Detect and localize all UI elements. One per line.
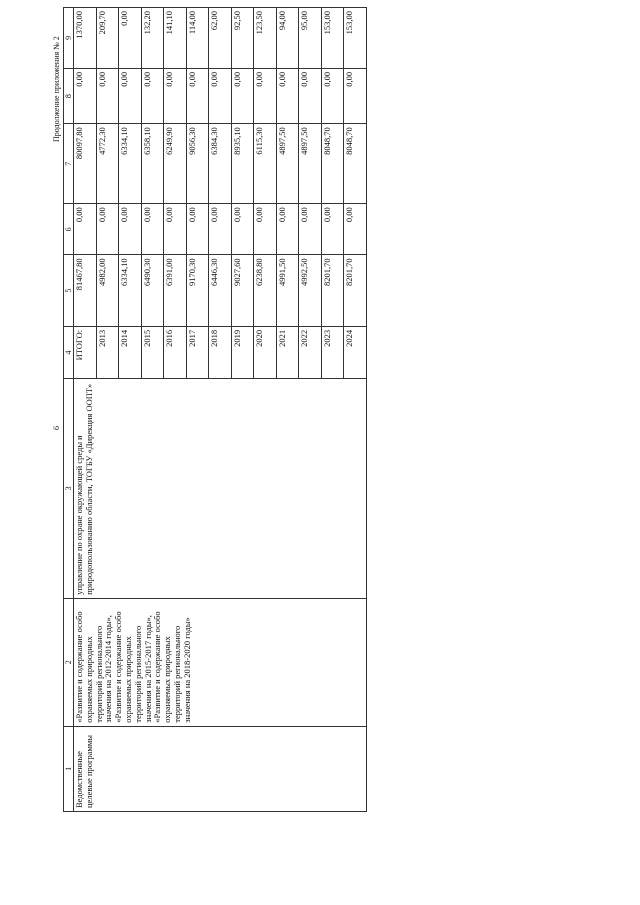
year-cell: 2014 xyxy=(119,326,142,378)
extra-budget-cell: 141,10 xyxy=(164,8,187,69)
federal-cell: 0,00 xyxy=(254,204,277,255)
total-cell: 4982,00 xyxy=(96,255,119,326)
continuation-note: Продолжение приложения № 2 xyxy=(52,36,61,142)
extra-budget-cell: 132,20 xyxy=(141,8,164,69)
year-cell: 2023 xyxy=(321,326,344,378)
federal-cell: 0,00 xyxy=(321,204,344,255)
page-number: 6 xyxy=(52,426,61,430)
extra-budget-cell: 153,00 xyxy=(344,8,367,69)
year-cell: 2020 xyxy=(254,326,277,378)
col-num-5: 5 xyxy=(64,255,74,326)
column-number-row xyxy=(64,8,74,812)
total-cell: 6490,30 xyxy=(141,255,164,326)
extra-budget-cell: 209,70 xyxy=(96,8,119,69)
federal-cell: 0,00 xyxy=(276,204,299,255)
regional-cell: 6249,90 xyxy=(164,124,187,204)
federal-cell: 0,00 xyxy=(164,204,187,255)
year-cell: 2013 xyxy=(96,326,119,378)
extra-budget-cell: 94,00 xyxy=(276,8,299,69)
year-cell: 2021 xyxy=(276,326,299,378)
regional-cell: 4897,50 xyxy=(299,124,322,204)
col-num-2: 2 xyxy=(64,598,74,726)
regional-cell: 80097,80 xyxy=(74,124,97,204)
total-cell: 8201,70 xyxy=(321,255,344,326)
total-cell: 4991,50 xyxy=(276,255,299,326)
regional-cell: 6334,10 xyxy=(119,124,142,204)
local-cell: 0,00 xyxy=(321,68,344,123)
local-cell: 0,00 xyxy=(186,68,209,123)
col-num-1: 1 xyxy=(64,726,74,811)
extra-budget-cell: 1370,00 xyxy=(74,8,97,69)
federal-cell: 0,00 xyxy=(209,204,232,255)
program-type-cell: Ведомственные целевые программы xyxy=(74,726,367,811)
total-cell: 8201,70 xyxy=(344,255,367,326)
extra-budget-cell: 0,00 xyxy=(119,8,142,69)
year-cell: 2017 xyxy=(186,326,209,378)
year-cell: 2018 xyxy=(209,326,232,378)
col-num-4: 4 xyxy=(64,326,74,378)
local-cell: 0,00 xyxy=(164,68,187,123)
total-cell: 6446,30 xyxy=(209,255,232,326)
year-cell: 2024 xyxy=(344,326,367,378)
program-table xyxy=(63,7,367,812)
regional-cell: 8048,70 xyxy=(344,124,367,204)
local-cell: 0,00 xyxy=(119,68,142,123)
local-cell: 0,00 xyxy=(96,68,119,123)
program-names-cell: «Развитие и содержание особо охраняемых природных территорий регионального значения на 2012-2014 годы», «Развитие и содержание особо охраняемых природных территорий регионального значения на 2015-2017 годы», «Развитие и содержание особо охраняемых природных территорий регионального значения на 2018-2020 годы» xyxy=(74,598,367,726)
col-num-8: 8 xyxy=(64,68,74,123)
extra-budget-cell: 62,00 xyxy=(209,8,232,69)
year-cell: 2016 xyxy=(164,326,187,378)
local-cell: 0,00 xyxy=(276,68,299,123)
year-cell: 2022 xyxy=(299,326,322,378)
extra-budget-cell: 92,50 xyxy=(231,8,254,69)
regional-cell: 6115,30 xyxy=(254,124,277,204)
total-cell: 9027,60 xyxy=(231,255,254,326)
local-cell: 0,00 xyxy=(254,68,277,123)
extra-budget-cell: 95,00 xyxy=(299,8,322,69)
total-cell: 9170,30 xyxy=(186,255,209,326)
extra-budget-cell: 153,00 xyxy=(321,8,344,69)
federal-cell: 0,00 xyxy=(119,204,142,255)
col-num-7: 7 xyxy=(64,124,74,204)
federal-cell: 0,00 xyxy=(96,204,119,255)
federal-cell: 0,00 xyxy=(299,204,322,255)
regional-cell: 6384,30 xyxy=(209,124,232,204)
total-cell: 81467,80 xyxy=(74,255,97,326)
federal-cell: 0,00 xyxy=(344,204,367,255)
federal-cell: 0,00 xyxy=(231,204,254,255)
extra-budget-cell: 123,50 xyxy=(254,8,277,69)
local-cell: 0,00 xyxy=(299,68,322,123)
total-cell: 6238,80 xyxy=(254,255,277,326)
extra-budget-cell: 114,00 xyxy=(186,8,209,69)
year-cell: 2015 xyxy=(141,326,164,378)
col-num-6: 6 xyxy=(64,204,74,255)
local-cell: 0,00 xyxy=(344,68,367,123)
col-num-9: 9 xyxy=(64,8,74,69)
regional-cell: 4897,50 xyxy=(276,124,299,204)
year-cell: 2019 xyxy=(231,326,254,378)
executor-cell: управление по охране окружающей среды и природопользованию области, ТОГБУ «Дирекция ООПТ» xyxy=(74,379,367,599)
year-cell: ИТОГО: xyxy=(74,326,97,378)
regional-cell: 4772,30 xyxy=(96,124,119,204)
local-cell: 0,00 xyxy=(141,68,164,123)
regional-cell: 6358,10 xyxy=(141,124,164,204)
regional-cell: 8048,70 xyxy=(321,124,344,204)
regional-cell: 8935,10 xyxy=(231,124,254,204)
local-cell: 0,00 xyxy=(231,68,254,123)
local-cell: 0,00 xyxy=(74,68,97,123)
regional-cell: 9056,30 xyxy=(186,124,209,204)
total-cell: 6334,10 xyxy=(119,255,142,326)
table-row xyxy=(74,8,97,812)
federal-cell: 0,00 xyxy=(186,204,209,255)
total-cell: 4992,50 xyxy=(299,255,322,326)
federal-cell: 0,00 xyxy=(141,204,164,255)
col-num-3: 3 xyxy=(64,379,74,599)
local-cell: 0,00 xyxy=(209,68,232,123)
federal-cell: 0,00 xyxy=(74,204,97,255)
total-cell: 6391,00 xyxy=(164,255,187,326)
